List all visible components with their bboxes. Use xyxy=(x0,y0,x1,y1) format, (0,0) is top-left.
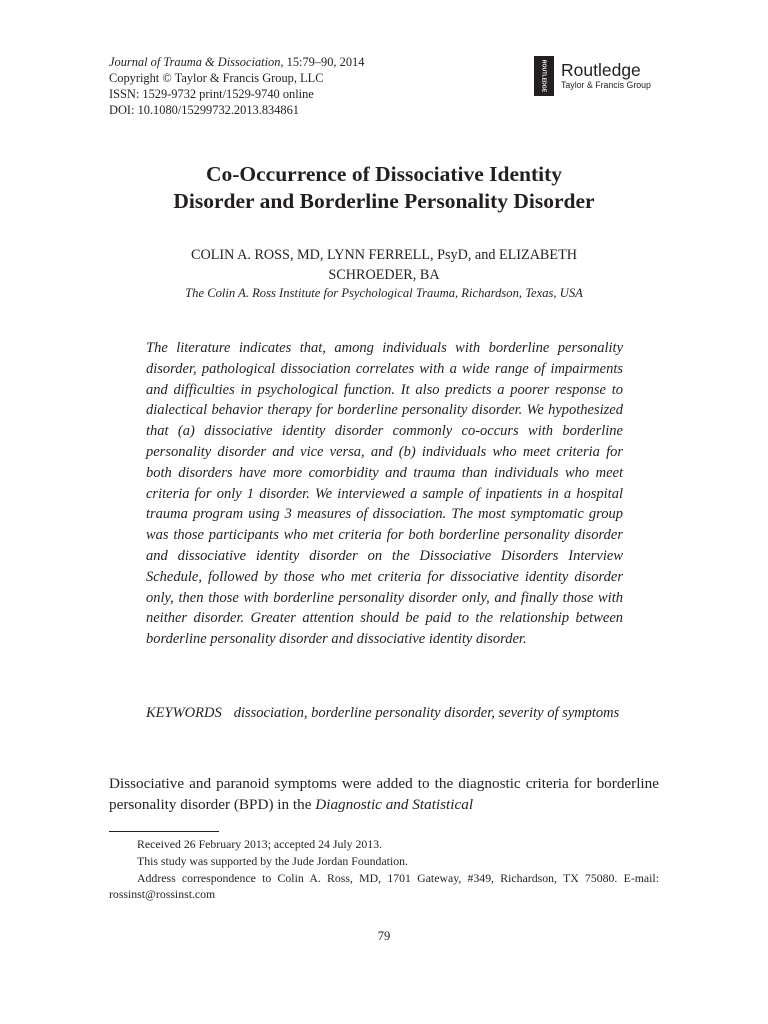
footnote-received: Received 26 February 2013; accepted 24 July 2013. xyxy=(137,837,383,851)
footnotes xyxy=(109,836,659,903)
keywords-text: dissociation, borderline personality disorder, severity of symptoms xyxy=(233,705,620,721)
copyright-line: Copyright © Taylor & Francis Group, LLC xyxy=(109,71,324,85)
publisher-name: Routledge xyxy=(561,60,641,80)
doi-line: DOI: 10.1080/15299732.2013.834861 xyxy=(109,103,299,117)
issn-line: ISSN: 1529-9732 print/1529-9740 online xyxy=(109,87,314,101)
footnote-correspondence: Address correspondence to Colin A. Ross, MD, 1701 Gateway, #349, Richardson, TX 75080. E-mail: rossinst@rossinst.com xyxy=(109,870,659,902)
journal-volume: , 15:79–90, 2014 xyxy=(280,55,365,69)
publisher-group: Taylor & Francis Group xyxy=(561,80,651,90)
keywords xyxy=(146,703,626,724)
svg-text:ROUTLEDGE: ROUTLEDGE xyxy=(540,59,547,93)
abstract: The literature indicates that, among individuals with borderline personality disorder, pathological dissociation correlates with a wide range of impairments and difficulties in psychological function. It also predicts a poorer response to dialectical behavior therapy for borderline personality disorder. We hypothesized that (a) dissociative identity disorder commonly co-occurs with borderline personality disorder and vice versa, and (b) individuals who meet criteria for both disorders have more comorbidity and trauma than individuals who meet criteria for only 1 disorder. We interviewed a sample of inpatients in a hospital trauma program using 3 measures of dissociation. The most symptomatic group was those participants who met criteria for both borderline personality disorder and dissociative identity disorder on the Dissociative Disorders Interview Schedule, followed by those who met criteria for dissociative identity disorder only, then those with borderline personality disorder only, and finally those with neither disorder. Greater attention should be paid to the relationship between borderline personality disorder and dissociative identity disorder. xyxy=(146,340,623,648)
publisher-logo xyxy=(534,56,651,96)
journal-citation xyxy=(109,54,364,70)
authors-line-2: SCHROEDER, BA xyxy=(328,267,440,283)
routledge-logo-icon xyxy=(534,56,554,96)
keywords-label: KEYWORDS xyxy=(146,705,222,721)
authors-line-1: COLIN A. ROSS, MD, LYNN FERRELL, PsyD, and ELIZABETH xyxy=(191,247,577,263)
body-paragraph xyxy=(109,773,659,815)
affiliation: The Colin A. Ross Institute for Psychological Trauma, Richardson, Texas, USA xyxy=(185,286,583,300)
page-number: 79 xyxy=(377,929,391,943)
journal-info xyxy=(109,54,364,118)
body-emphasis: Diagnostic and Statistical xyxy=(315,796,474,813)
author-list xyxy=(0,245,768,285)
title-line-1: Co-Occurrence of Dissociative Identity xyxy=(205,162,563,186)
title-line-2: Disorder and Borderline Personality Disorder xyxy=(173,189,595,213)
footnote-divider xyxy=(109,831,219,832)
footnote-support: This study was supported by the Jude Jordan Foundation. xyxy=(137,853,408,868)
journal-name: Journal of Trauma & Dissociation xyxy=(109,55,281,69)
article-title xyxy=(0,161,768,215)
body-text: Dissociative and paranoid symptoms were added to the diagnostic criteria for borderline personality disorder (BPD) in the xyxy=(109,775,659,813)
publisher-text xyxy=(561,61,651,91)
